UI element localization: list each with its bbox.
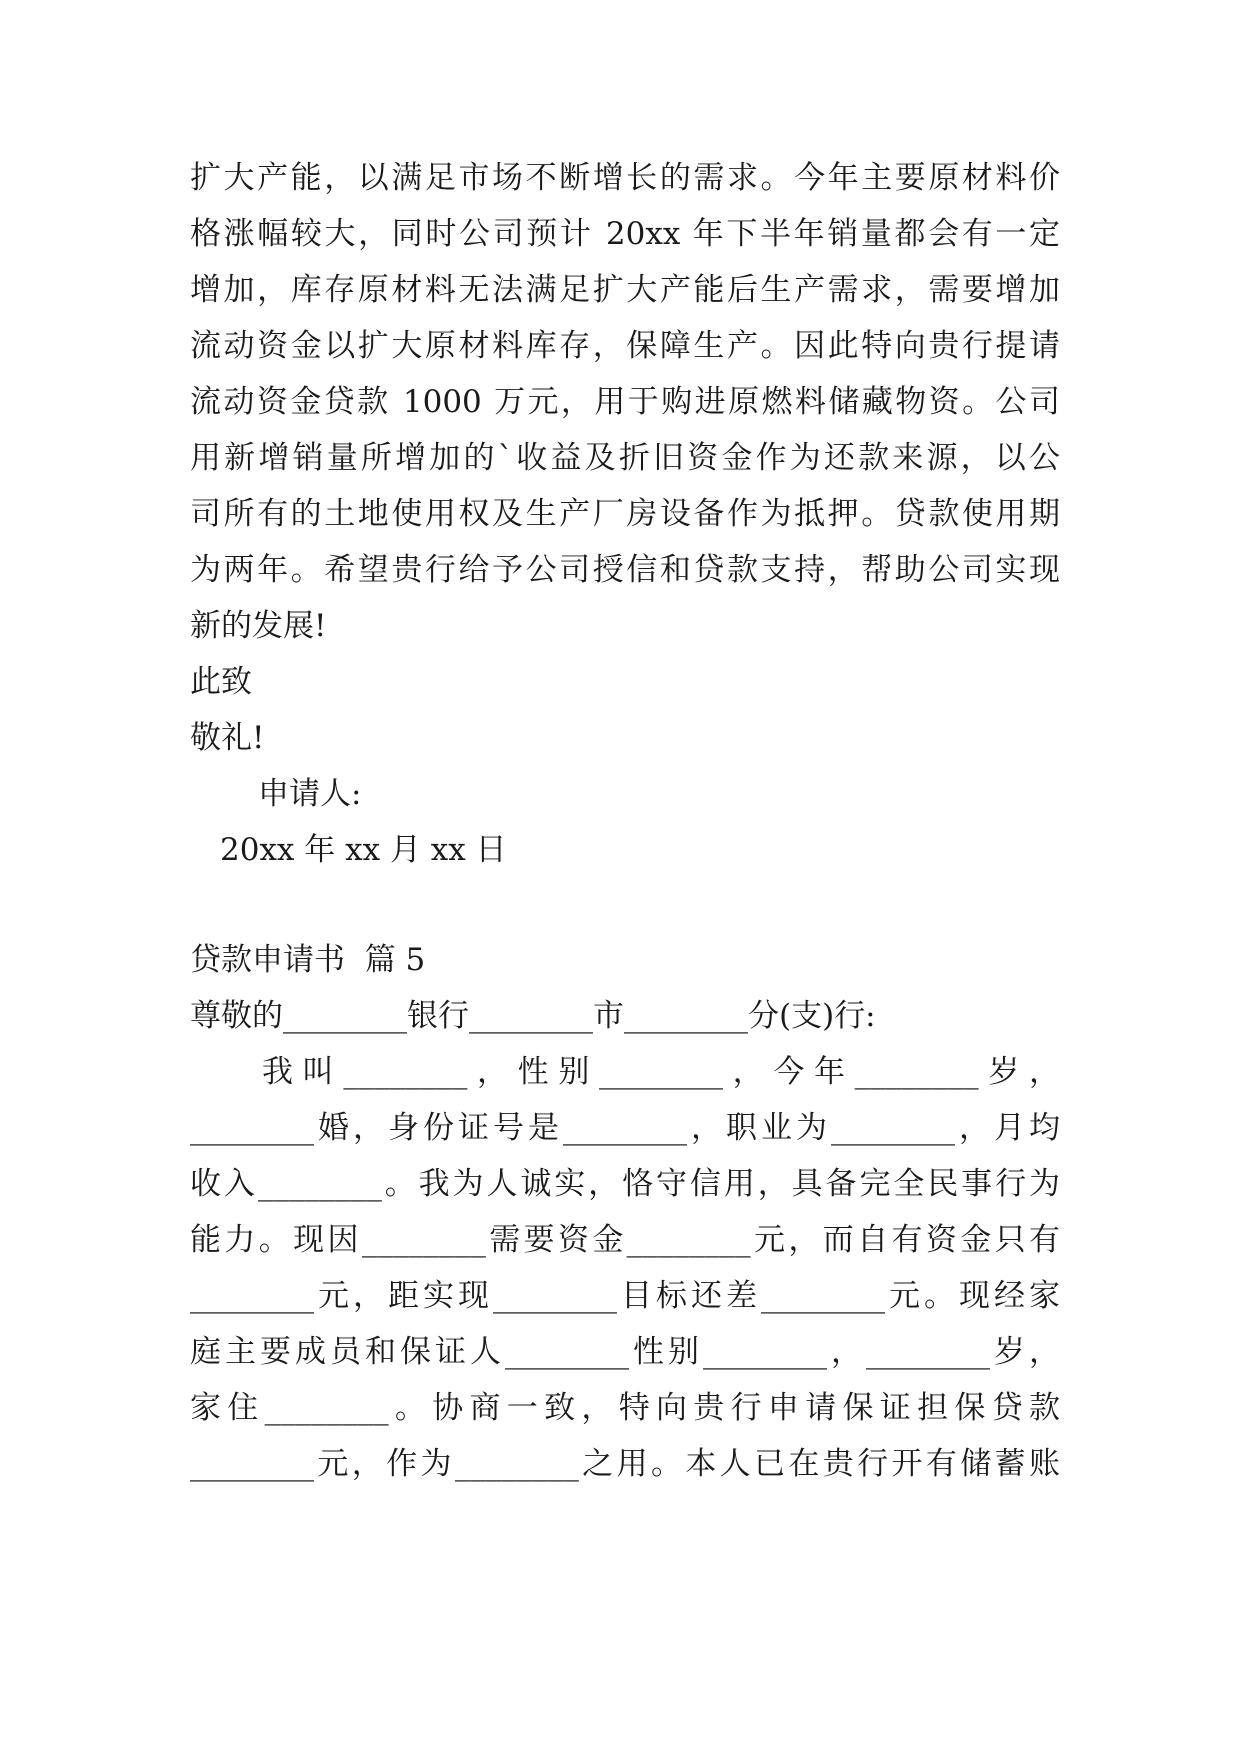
paragraph-line: 新的发展!: [190, 608, 327, 644]
form-line: ________婚，身份证号是________，职业为________，月均: [190, 1110, 1060, 1146]
salutation-line: 尊敬的________银行________市________分(支)行:: [190, 998, 876, 1034]
form-line: 收入________。我为人诚实，恪守信用，具备完全民事行为: [190, 1166, 1060, 1202]
form-line: 我叫________，性别________，今年________岁，: [262, 1054, 1060, 1090]
paragraph-line: 用新增销量所增加的`收益及折旧资金作为还款来源，以公: [190, 440, 1060, 476]
form-line: 庭主要成员和保证人________性别________，________岁，: [190, 1334, 1060, 1370]
paragraph-line: 流动资金以扩大原材料库存，保障生产。因此特向贵行提请: [190, 328, 1060, 364]
signature-date: 20xx 年 xx 月 xx 日: [220, 832, 507, 868]
form-line: 能力。现因________需要资金________元，而自有资金只有: [190, 1222, 1060, 1258]
form-line: 家住________。协商一致，特向贵行申请保证担保贷款: [190, 1390, 1060, 1426]
paragraph-line: 流动资金贷款 1000 万元，用于购进原燃料储藏物资。公司: [190, 384, 1060, 420]
paragraph-line: 格涨幅较大，同时公司预计 20xx 年下半年销量都会有一定: [190, 216, 1060, 252]
form-line: ________元，距实现________目标还差________元。现经家: [190, 1278, 1060, 1314]
closing-greeting: 此致: [190, 664, 252, 700]
paragraph-line: 司所有的土地使用权及生产厂房设备作为抵押。贷款使用期: [190, 496, 1060, 532]
applicant-label: 申请人:: [258, 776, 362, 812]
section-heading: 贷款申请书 篇 5: [190, 942, 426, 978]
paragraph-line: 增加，库存原材料无法满足扩大产能后生产需求，需要增加: [190, 272, 1060, 308]
closing-salute: 敬礼!: [190, 720, 265, 756]
paragraph-line: 扩大产能，以满足市场不断增长的需求。今年主要原材料价: [190, 160, 1060, 196]
paragraph-line: 为两年。希望贵行给予公司授信和贷款支持，帮助公司实现: [190, 552, 1060, 588]
form-line: ________元，作为________之用。本人已在贵行开有储蓄账: [190, 1446, 1060, 1482]
